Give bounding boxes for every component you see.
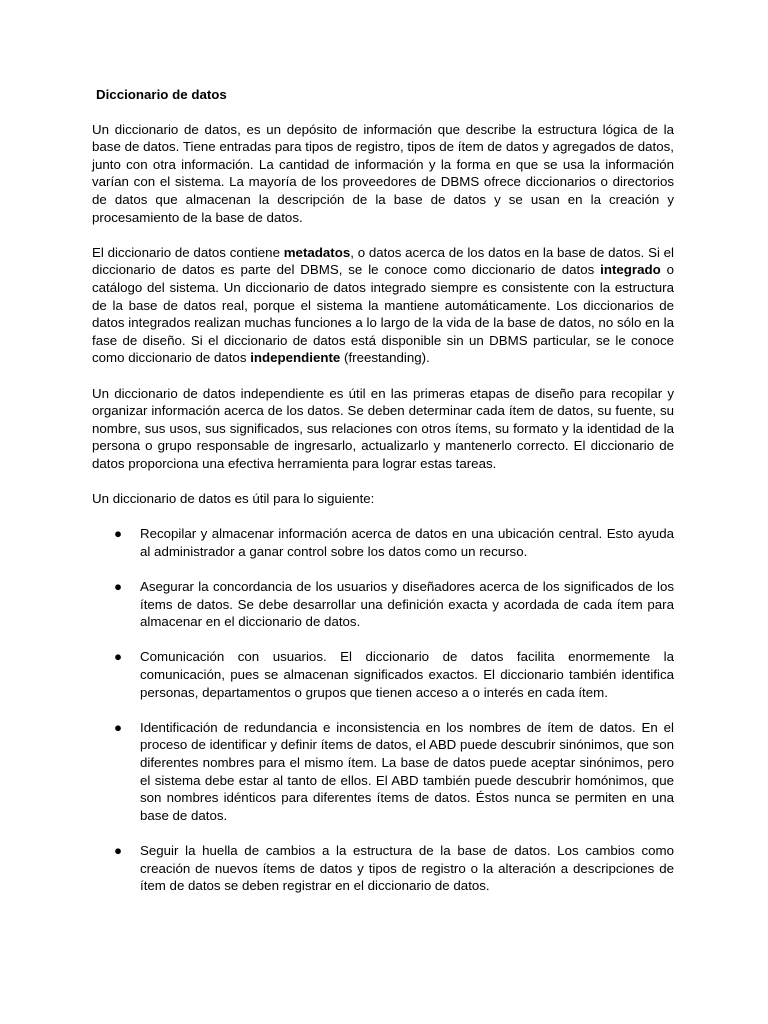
bullet-icon: ● — [114, 526, 123, 542]
paragraph-text: , o datos acerca de los datos en la base de datos. Si el diccionario de datos es parte del DBMS, se le conoce como diccionario de datos — [92, 244, 674, 278]
uses-list — [92, 525, 674, 894]
list-item-text: Recopilar y almacenar información acerca de datos en una ubicación central. Esto ayuda al administrador a ganar control sobre los datos como un recurso. — [140, 526, 674, 559]
paragraph-list-intro: Un diccionario de datos es útil para lo siguiente: — [92, 491, 375, 507]
paragraph-independent: Un diccionario de datos independiente es útil en las primeras etapas de diseño para recopilar y organizar información acerca de los datos. Se deben determinar cada ítem de datos, su fuente, su nombre, sus usos, sus significados, sus relaciones con otros ítems, su formato y la identidad de la persona o grupo responsable de ingresarlo, actualizarlo y mantenerlo correcto. El diccionario de datos proporciona una efectiva herramienta para lograr estas tareas. — [92, 385, 674, 471]
list-item-text: Comunicación con usuarios. El diccionario de datos facilita enormemente la comunicación, pues se almacenan significados exactos. El diccionario también identifica personas, departamentos o grupos que tienen acceso a o interés en cada ítem. — [140, 649, 674, 700]
document-title: Diccionario de datos — [96, 87, 227, 102]
list-item — [92, 578, 674, 631]
bold-term-metadatos: metadatos — [283, 244, 351, 260]
bullet-icon: ● — [114, 579, 123, 595]
paragraph-text: o catálogo del sistema. Un diccionario de datos integrado siempre es consistente con la estructura de la base de datos real, porque el sistema la mantiene automáticamente. Los diccionarios de datos integrados realizan muchas funciones a lo largo de la vida de la base de datos, no sólo en la fase de diseño. Si el diccionario de datos está disponible sin un DBMS particular, se le conoce como diccionario de datos — [92, 262, 674, 366]
paragraph-text: (freestanding). — [340, 350, 430, 366]
list-item — [92, 842, 674, 895]
bold-term-integrado: integrado — [600, 262, 661, 278]
paragraph-metadata — [92, 244, 674, 367]
paragraph-text: El diccionario de datos contiene — [92, 244, 284, 260]
paragraph-intro: Un diccionario de datos, es un depósito de información que describe la estructura lógica de la base de datos. Tiene entradas para tipos de registro, tipos de ítem de datos y agregados de datos, junto con otra información. La cantidad de información y la forma en que se usa la información varían con el sistema. La mayoría de los proveedores de DBMS ofrece diccionarios o directorios de datos que almacenan la descripción de la base de datos y se usan en la creación y procesamiento de la base de datos. — [92, 121, 674, 225]
bold-term-independiente: independiente — [250, 350, 341, 366]
bullet-icon: ● — [114, 649, 123, 665]
list-item-text: Identificación de redundancia e inconsistencia en los nombres de ítem de datos. En el proceso de identificar y definir ítems de datos, el ABD puede descubrir sinónimos, que son diferentes nombres para el mismo ítem. La base de datos puede aceptar sinónimos, pero el sistema debe estar al tanto de ellos. El ABD también puede descubrir homónimos, que son nombres idénticos para diferentes ítems de datos. Éstos nunca se permiten en una base de datos. — [140, 719, 674, 823]
list-item-text: Asegurar la concordancia de los usuarios y diseñadores acerca de los significados de los ítems de datos. Se debe desarrollar una definición exacta y acordada de cada ítem para almacenar en el diccionario de datos. — [140, 579, 674, 630]
list-item-text: Seguir la huella de cambios a la estructura de la base de datos. Los cambios como creación de nuevos ítems de datos y tipos de registro o la alteración a descripciones de ítem de datos se deben registrar en el diccionario de datos. — [140, 842, 674, 894]
list-item — [92, 719, 674, 825]
document-page — [92, 86, 674, 912]
list-item — [92, 525, 674, 560]
bullet-icon: ● — [114, 719, 123, 735]
bullet-icon: ● — [114, 842, 123, 858]
list-item — [92, 648, 674, 701]
